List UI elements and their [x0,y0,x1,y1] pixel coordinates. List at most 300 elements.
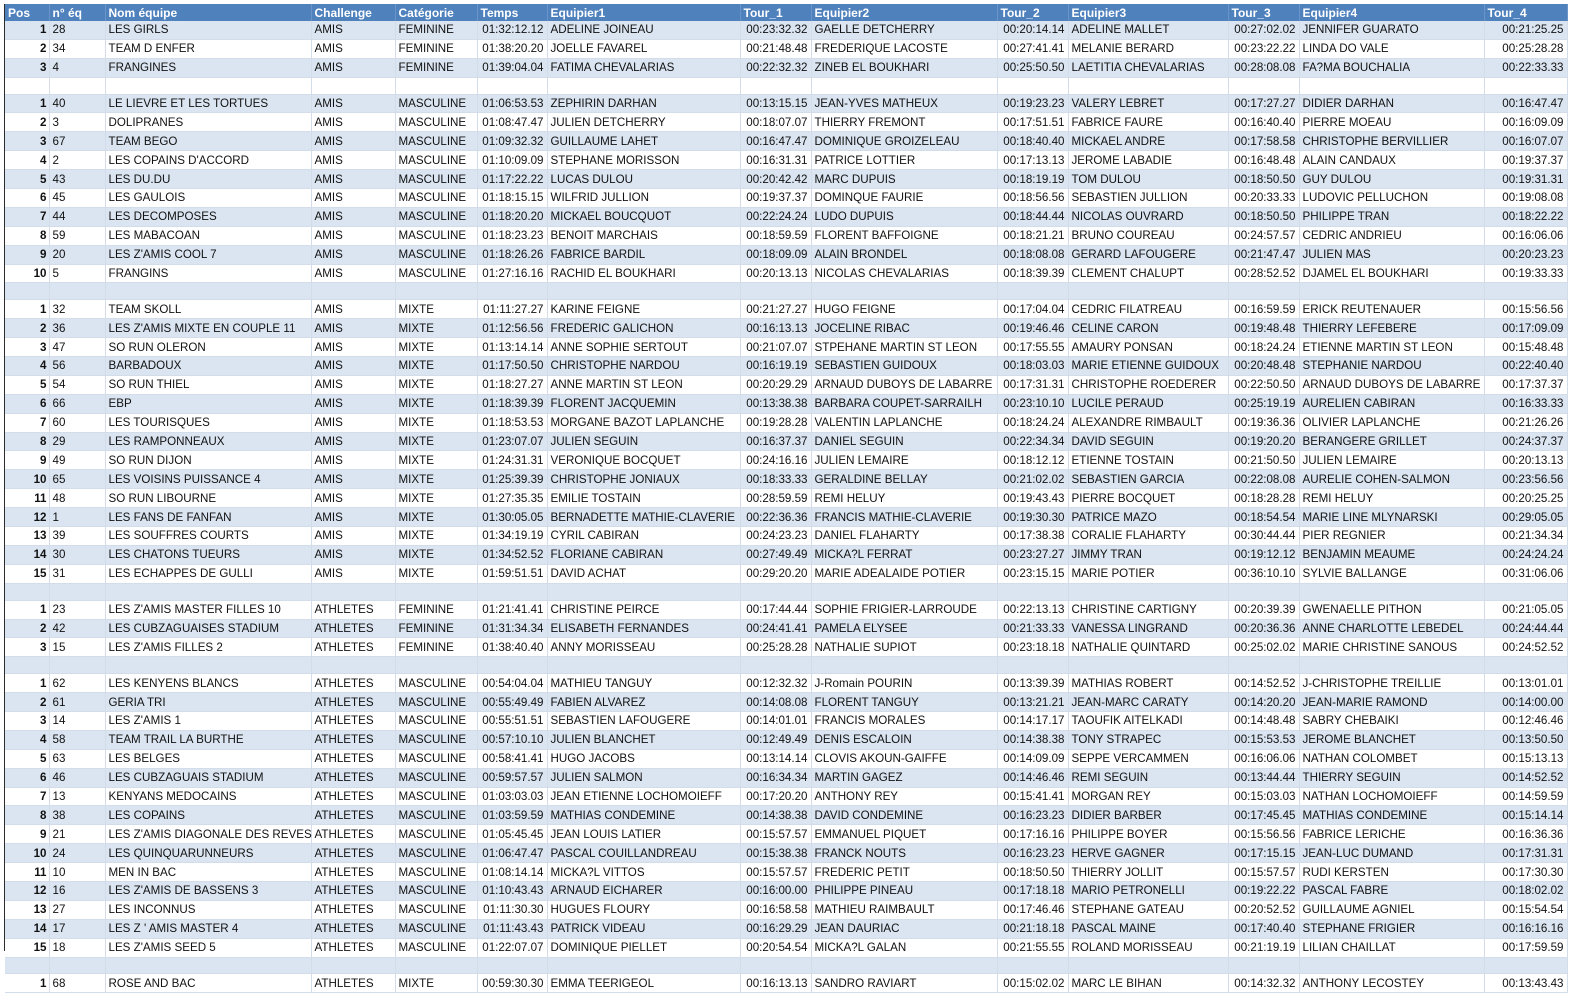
runner4-cell[interactable]: PHILIPPE TRAN [1299,207,1484,226]
runner1-cell[interactable]: SEBASTIEN LAFOUGERE [547,711,740,730]
lap2-cell[interactable]: 00:14:46.46 [997,768,1068,787]
empty-cell[interactable] [1068,77,1228,94]
runner1-cell[interactable]: FABRICE BARDIL [547,245,740,264]
lap3-cell[interactable]: 00:25:02.02 [1228,638,1299,657]
empty-cell[interactable] [49,657,105,674]
lap3-cell[interactable]: 00:21:19.19 [1228,938,1299,957]
empty-cell[interactable] [997,657,1068,674]
pos-cell[interactable]: 10 [5,264,49,283]
runner3-cell[interactable]: PIERRE BOCQUET [1068,489,1228,508]
team-number-cell[interactable]: 3 [49,113,105,132]
lap2-cell[interactable]: 00:18:21.21 [997,226,1068,245]
lap4-cell[interactable]: 00:13:01.01 [1484,674,1567,693]
pos-cell[interactable]: 1 [5,974,49,993]
challenge-cell[interactable]: AMIS [311,527,395,546]
runner1-cell[interactable]: ANNE SOPHIE SERTOUT [547,338,740,357]
runner3-cell[interactable]: CLEMENT CHALUPT [1068,264,1228,283]
runner3-cell[interactable]: FABRICE FAURE [1068,113,1228,132]
runner4-cell[interactable]: THIERRY SEGUIN [1299,768,1484,787]
team-number-cell[interactable]: 4 [49,58,105,77]
empty-cell[interactable] [5,583,49,600]
team-name-cell[interactable]: LES RAMPONNEAUX [105,432,311,451]
pos-cell[interactable]: 4 [5,151,49,170]
lap2-cell[interactable]: 00:18:24.24 [997,413,1068,432]
team-number-cell[interactable]: 18 [49,938,105,957]
runner4-cell[interactable]: JEAN-LUC DUMAND [1299,844,1484,863]
team-name-cell[interactable]: LES Z'AMIS DE BASSENS 3 [105,881,311,900]
challenge-cell[interactable]: ATHLETES [311,768,395,787]
runner1-cell[interactable]: KARINE FEIGNE [547,300,740,319]
challenge-cell[interactable]: ATHLETES [311,711,395,730]
category-cell[interactable]: MIXTE [395,319,477,338]
lap3-cell[interactable]: 00:16:59.59 [1228,300,1299,319]
runner2-cell[interactable]: FLORENT BAFFOIGNE [811,226,997,245]
pos-cell[interactable]: 11 [5,863,49,882]
lap4-cell[interactable]: 00:17:30.30 [1484,863,1567,882]
lap4-cell[interactable]: 00:24:52.52 [1484,638,1567,657]
team-name-cell[interactable]: LES DECOMPOSES [105,207,311,226]
team-number-cell[interactable]: 34 [49,39,105,58]
team-name-cell[interactable]: LES COPAINS [105,806,311,825]
pos-cell[interactable]: 1 [5,94,49,113]
team-name-cell[interactable]: LES FANS DE FANFAN [105,508,311,527]
lap2-cell[interactable]: 00:25:50.50 [997,58,1068,77]
lap1-cell[interactable]: 00:14:38.38 [740,806,811,825]
time-cell[interactable]: 01:08:47.47 [477,113,547,132]
runner3-cell[interactable]: SEPPE VERCAMMEN [1068,749,1228,768]
time-cell[interactable]: 01:34:52.52 [477,545,547,564]
runner1-cell[interactable]: ARNAUD EICHARER [547,881,740,900]
challenge-cell[interactable]: AMIS [311,94,395,113]
lap2-cell[interactable]: 00:23:10.10 [997,394,1068,413]
lap2-cell[interactable]: 00:23:18.18 [997,638,1068,657]
empty-cell[interactable] [1484,657,1567,674]
lap3-cell[interactable]: 00:15:03.03 [1228,787,1299,806]
time-cell[interactable]: 01:09:32.32 [477,132,547,151]
pos-cell[interactable]: 1 [5,21,49,39]
runner2-cell[interactable]: LUDO DUPUIS [811,207,997,226]
lap1-cell[interactable]: 00:23:32.32 [740,21,811,39]
runner3-cell[interactable]: ADELINE MALLET [1068,21,1228,39]
challenge-cell[interactable]: ATHLETES [311,919,395,938]
lap4-cell[interactable]: 00:20:13.13 [1484,451,1567,470]
lap3-cell[interactable]: 00:14:48.48 [1228,711,1299,730]
lap4-cell[interactable]: 00:20:23.23 [1484,245,1567,264]
runner1-cell[interactable]: DOMINIQUE PIELLET [547,938,740,957]
lap1-cell[interactable]: 00:13:14.14 [740,749,811,768]
lap3-cell[interactable]: 00:28:52.52 [1228,264,1299,283]
challenge-cell[interactable]: ATHLETES [311,619,395,638]
challenge-cell[interactable]: AMIS [311,451,395,470]
lap3-cell[interactable]: 00:14:52.52 [1228,674,1299,693]
runner4-cell[interactable]: MARIE CHRISTINE SANOUS [1299,638,1484,657]
team-number-cell[interactable]: 46 [49,768,105,787]
category-cell[interactable]: MIXTE [395,527,477,546]
runner1-cell[interactable]: FREDERIC GALICHON [547,319,740,338]
lap2-cell[interactable]: 00:14:17.17 [997,711,1068,730]
runner3-cell[interactable]: CHRISTOPHE ROEDERER [1068,375,1228,394]
pos-cell[interactable]: 6 [5,768,49,787]
lap1-cell[interactable]: 00:18:33.33 [740,470,811,489]
lap3-cell[interactable]: 00:23:22.22 [1228,39,1299,58]
lap2-cell[interactable]: 00:16:23.23 [997,844,1068,863]
team-name-cell[interactable]: SO RUN THIEL [105,375,311,394]
team-name-cell[interactable]: LES Z'AMIS FILLES 2 [105,638,311,657]
category-cell[interactable]: MIXTE [395,300,477,319]
empty-cell[interactable] [740,283,811,300]
empty-cell[interactable] [477,77,547,94]
time-cell[interactable]: 01:30:05.05 [477,508,547,527]
runner3-cell[interactable]: MARIE ETIENNE GUIDOUX [1068,357,1228,376]
pos-cell[interactable]: 10 [5,470,49,489]
time-cell[interactable]: 01:23:07.07 [477,432,547,451]
runner4-cell[interactable]: DJAMEL EL BOUKHARI [1299,264,1484,283]
time-cell[interactable]: 01:27:16.16 [477,264,547,283]
runner4-cell[interactable]: MATHIAS CONDEMINE [1299,806,1484,825]
lap2-cell[interactable]: 00:17:31.31 [997,375,1068,394]
challenge-cell[interactable]: AMIS [311,39,395,58]
empty-cell[interactable] [477,583,547,600]
challenge-cell[interactable]: AMIS [311,300,395,319]
empty-cell[interactable] [1228,77,1299,94]
runner4-cell[interactable]: RUDI KERSTEN [1299,863,1484,882]
runner1-cell[interactable]: EMMA TEERIGEOL [547,974,740,993]
empty-cell[interactable] [1068,283,1228,300]
empty-cell[interactable] [1299,657,1484,674]
empty-cell[interactable] [477,957,547,974]
lap1-cell[interactable]: 00:17:44.44 [740,600,811,619]
lap1-cell[interactable]: 00:14:08.08 [740,693,811,712]
runner1-cell[interactable]: ANNE MARTIN ST LEON [547,375,740,394]
lap4-cell[interactable]: 00:19:08.08 [1484,189,1567,208]
pos-cell[interactable]: 4 [5,730,49,749]
runner3-cell[interactable]: MARIE POTIER [1068,564,1228,583]
runner2-cell[interactable]: HUGO FEIGNE [811,300,997,319]
challenge-cell[interactable]: AMIS [311,413,395,432]
lap3-cell[interactable]: 00:15:56.56 [1228,825,1299,844]
team-number-cell[interactable]: 43 [49,170,105,189]
runner3-cell[interactable]: ALEXANDRE RIMBAULT [1068,413,1228,432]
runner4-cell[interactable]: ERICK REUTENAUER [1299,300,1484,319]
pos-cell[interactable]: 12 [5,881,49,900]
runner4-cell[interactable]: FA?MA BOUCHALIA [1299,58,1484,77]
team-number-cell[interactable]: 67 [49,132,105,151]
pos-cell[interactable]: 15 [5,564,49,583]
runner1-cell[interactable]: JEAN LOUIS LATIER [547,825,740,844]
lap4-cell[interactable]: 00:14:59.59 [1484,787,1567,806]
team-number-cell[interactable]: 42 [49,619,105,638]
empty-cell[interactable] [49,77,105,94]
team-number-cell[interactable]: 23 [49,600,105,619]
runner3-cell[interactable]: TOM DULOU [1068,170,1228,189]
runner3-cell[interactable]: GERARD LAFOUGERE [1068,245,1228,264]
lap3-cell[interactable]: 00:25:19.19 [1228,394,1299,413]
challenge-cell[interactable]: ATHLETES [311,674,395,693]
runner1-cell[interactable]: BERNADETTE MATHIE-CLAVERIE [547,508,740,527]
category-cell[interactable]: MIXTE [395,564,477,583]
lap2-cell[interactable]: 00:19:23.23 [997,94,1068,113]
team-number-cell[interactable]: 38 [49,806,105,825]
challenge-cell[interactable]: AMIS [311,132,395,151]
time-cell[interactable]: 01:11:30.30 [477,900,547,919]
runner2-cell[interactable]: REMI HELUY [811,489,997,508]
lap1-cell[interactable]: 00:25:28.28 [740,638,811,657]
empty-cell[interactable] [547,957,740,974]
team-name-cell[interactable]: LES TOURISQUES [105,413,311,432]
lap4-cell[interactable]: 00:31:06.06 [1484,564,1567,583]
lap4-cell[interactable]: 00:15:54.54 [1484,900,1567,919]
lap4-cell[interactable]: 00:19:31.31 [1484,170,1567,189]
lap1-cell[interactable]: 00:16:00.00 [740,881,811,900]
lap3-cell[interactable]: 00:13:44.44 [1228,768,1299,787]
category-cell[interactable]: FEMININE [395,638,477,657]
challenge-cell[interactable]: ATHLETES [311,900,395,919]
empty-cell[interactable] [1228,583,1299,600]
empty-cell[interactable] [997,957,1068,974]
category-cell[interactable]: MASCULINE [395,674,477,693]
team-number-cell[interactable]: 66 [49,394,105,413]
runner1-cell[interactable]: JOELLE FAVAREL [547,39,740,58]
empty-cell[interactable] [395,583,477,600]
lap4-cell[interactable]: 00:12:46.46 [1484,711,1567,730]
empty-cell[interactable] [1299,77,1484,94]
time-cell[interactable]: 01:03:59.59 [477,806,547,825]
runner3-cell[interactable]: PATRICE MAZO [1068,508,1228,527]
runner1-cell[interactable]: MICKAEL BOUCQUOT [547,207,740,226]
time-cell[interactable]: 01:18:27.27 [477,375,547,394]
challenge-cell[interactable]: ATHLETES [311,844,395,863]
pos-cell[interactable]: 9 [5,245,49,264]
empty-cell[interactable] [1068,657,1228,674]
time-cell[interactable]: 01:06:53.53 [477,94,547,113]
runner3-cell[interactable]: LAETITIA CHEVALARIAS [1068,58,1228,77]
runner2-cell[interactable]: MARTIN GAGEZ [811,768,997,787]
category-cell[interactable]: MASCULINE [395,151,477,170]
runner1-cell[interactable]: MATHIEU TANGUY [547,674,740,693]
lap1-cell[interactable]: 00:21:48.48 [740,39,811,58]
runner1-cell[interactable]: JULIEN DETCHERRY [547,113,740,132]
runner2-cell[interactable]: THIERRY FREMONT [811,113,997,132]
runner4-cell[interactable]: GUY DULOU [1299,170,1484,189]
runner3-cell[interactable]: SEBASTIEN GARCIA [1068,470,1228,489]
challenge-cell[interactable]: AMIS [311,319,395,338]
time-cell[interactable]: 01:27:35.35 [477,489,547,508]
team-name-cell[interactable]: GERIA TRI [105,693,311,712]
lap1-cell[interactable]: 00:22:24.24 [740,207,811,226]
time-cell[interactable]: 01:18:26.26 [477,245,547,264]
lap2-cell[interactable]: 00:22:34.34 [997,432,1068,451]
team-number-cell[interactable]: 30 [49,545,105,564]
lap3-cell[interactable]: 00:24:57.57 [1228,226,1299,245]
lap3-cell[interactable]: 00:15:57.57 [1228,863,1299,882]
col-header-lap2[interactable]: Tour_2 [997,4,1068,21]
lap1-cell[interactable]: 00:18:09.09 [740,245,811,264]
runner2-cell[interactable]: VALENTIN LAPLANCHE [811,413,997,432]
lap3-cell[interactable]: 00:16:48.48 [1228,151,1299,170]
runner1-cell[interactable]: FLORIANE CABIRAN [547,545,740,564]
category-cell[interactable]: MIXTE [395,375,477,394]
lap1-cell[interactable]: 00:13:15.15 [740,94,811,113]
category-cell[interactable]: MASCULINE [395,863,477,882]
team-number-cell[interactable]: 21 [49,825,105,844]
lap1-cell[interactable]: 00:16:31.31 [740,151,811,170]
category-cell[interactable]: MASCULINE [395,693,477,712]
runner3-cell[interactable]: MARIO PETRONELLI [1068,881,1228,900]
runner2-cell[interactable]: MARC DUPUIS [811,170,997,189]
category-cell[interactable]: MASCULINE [395,207,477,226]
lap2-cell[interactable]: 00:17:18.18 [997,881,1068,900]
team-number-cell[interactable]: 49 [49,451,105,470]
lap2-cell[interactable]: 00:21:55.55 [997,938,1068,957]
lap2-cell[interactable]: 00:15:02.02 [997,974,1068,993]
runner4-cell[interactable]: STEPHANIE NARDOU [1299,357,1484,376]
challenge-cell[interactable]: AMIS [311,113,395,132]
col-header-lap3[interactable]: Tour_3 [1228,4,1299,21]
empty-cell[interactable] [547,77,740,94]
lap1-cell[interactable]: 00:27:49.49 [740,545,811,564]
runner4-cell[interactable]: PIER REGNIER [1299,527,1484,546]
team-name-cell[interactable]: LES Z'AMIS MASTER FILLES 10 [105,600,311,619]
empty-cell[interactable] [395,957,477,974]
challenge-cell[interactable]: ATHLETES [311,825,395,844]
lap4-cell[interactable]: 00:21:34.34 [1484,527,1567,546]
challenge-cell[interactable]: AMIS [311,21,395,39]
lap2-cell[interactable]: 00:15:41.41 [997,787,1068,806]
team-name-cell[interactable]: LES CUBZAGUAISES STADIUM [105,619,311,638]
runner3-cell[interactable]: NATHALIE QUINTARD [1068,638,1228,657]
time-cell[interactable]: 00:54:04.04 [477,674,547,693]
category-cell[interactable]: MASCULINE [395,749,477,768]
lap3-cell[interactable]: 00:19:22.22 [1228,881,1299,900]
col-header-runner1[interactable]: Equipier1 [547,4,740,21]
runner2-cell[interactable]: FLORENT TANGUY [811,693,997,712]
col-header-lap1[interactable]: Tour_1 [740,4,811,21]
lap2-cell[interactable]: 00:18:40.40 [997,132,1068,151]
team-number-cell[interactable]: 62 [49,674,105,693]
runner1-cell[interactable]: JULIEN SALMON [547,768,740,787]
pos-cell[interactable]: 11 [5,489,49,508]
time-cell[interactable]: 01:39:04.04 [477,58,547,77]
lap1-cell[interactable]: 00:18:07.07 [740,113,811,132]
lap3-cell[interactable]: 00:20:33.33 [1228,189,1299,208]
lap1-cell[interactable]: 00:20:13.13 [740,264,811,283]
runner4-cell[interactable]: STEPHANE FRIGIER [1299,919,1484,938]
runner1-cell[interactable]: JULIEN BLANCHET [547,730,740,749]
pos-cell[interactable]: 8 [5,806,49,825]
lap2-cell[interactable]: 00:21:02.02 [997,470,1068,489]
team-number-cell[interactable]: 65 [49,470,105,489]
time-cell[interactable]: 01:11:43.43 [477,919,547,938]
time-cell[interactable]: 01:38:40.40 [477,638,547,657]
challenge-cell[interactable]: ATHLETES [311,806,395,825]
pos-cell[interactable]: 7 [5,787,49,806]
team-name-cell[interactable]: LES COPAINS D'ACCORD [105,151,311,170]
runner2-cell[interactable]: MARIE ADEALAIDE POTIER [811,564,997,583]
category-cell[interactable]: MIXTE [395,489,477,508]
time-cell[interactable]: 01:17:50.50 [477,357,547,376]
col-header-pos[interactable]: Pos [5,4,49,21]
lap1-cell[interactable]: 00:15:57.57 [740,825,811,844]
lap4-cell[interactable]: 00:15:48.48 [1484,338,1567,357]
team-number-cell[interactable]: 28 [49,21,105,39]
lap4-cell[interactable]: 00:16:47.47 [1484,94,1567,113]
lap2-cell[interactable]: 00:17:16.16 [997,825,1068,844]
empty-cell[interactable] [1228,957,1299,974]
empty-cell[interactable] [1299,583,1484,600]
lap2-cell[interactable]: 00:17:46.46 [997,900,1068,919]
lap2-cell[interactable]: 00:14:09.09 [997,749,1068,768]
runner4-cell[interactable]: SABRY CHEBAIKI [1299,711,1484,730]
runner1-cell[interactable]: MORGANE BAZOT LAPLANCHE [547,413,740,432]
runner3-cell[interactable]: CEDRIC FILATREAU [1068,300,1228,319]
lap4-cell[interactable]: 00:16:16.16 [1484,919,1567,938]
time-cell[interactable]: 01:12:56.56 [477,319,547,338]
runner3-cell[interactable]: ROLAND MORISSEAU [1068,938,1228,957]
runner2-cell[interactable]: PHILIPPE PINEAU [811,881,997,900]
runner1-cell[interactable]: FLORENT JACQUEMIN [547,394,740,413]
runner4-cell[interactable]: ETIENNE MARTIN ST LEON [1299,338,1484,357]
runner1-cell[interactable]: DAVID ACHAT [547,564,740,583]
runner4-cell[interactable]: THIERRY LEFEBERE [1299,319,1484,338]
runner1-cell[interactable]: STEPHANE MORISSON [547,151,740,170]
category-cell[interactable]: MASCULINE [395,170,477,189]
team-name-cell[interactable]: LES MABACOAN [105,226,311,245]
lap1-cell[interactable]: 00:28:59.59 [740,489,811,508]
runner2-cell[interactable]: MICKA?L GALAN [811,938,997,957]
lap4-cell[interactable]: 00:16:06.06 [1484,226,1567,245]
lap3-cell[interactable]: 00:28:08.08 [1228,58,1299,77]
lap3-cell[interactable]: 00:18:50.50 [1228,170,1299,189]
col-header-team-name[interactable]: Nom équipe [105,4,311,21]
col-header-challenge[interactable]: Challenge [311,4,395,21]
runner1-cell[interactable]: CHRISTOPHE NARDOU [547,357,740,376]
runner4-cell[interactable]: MARIE LINE MLYNARSKI [1299,508,1484,527]
col-header-category[interactable]: Catégorie [395,4,477,21]
team-number-cell[interactable]: 44 [49,207,105,226]
runner4-cell[interactable]: CHRISTOPHE BERVILLIER [1299,132,1484,151]
challenge-cell[interactable]: ATHLETES [311,730,395,749]
empty-cell[interactable] [105,657,311,674]
team-name-cell[interactable]: EBP [105,394,311,413]
runner3-cell[interactable]: CELINE CARON [1068,319,1228,338]
runner2-cell[interactable]: JEAN DAURIAC [811,919,997,938]
lap3-cell[interactable]: 00:14:32.32 [1228,974,1299,993]
runner3-cell[interactable]: STEPHANE GATEAU [1068,900,1228,919]
team-number-cell[interactable]: 58 [49,730,105,749]
challenge-cell[interactable]: AMIS [311,151,395,170]
runner3-cell[interactable]: BRUNO COUREAU [1068,226,1228,245]
time-cell[interactable]: 01:08:14.14 [477,863,547,882]
col-header-team-number[interactable]: n° éq [49,4,105,21]
challenge-cell[interactable]: AMIS [311,226,395,245]
lap1-cell[interactable]: 00:16:34.34 [740,768,811,787]
pos-cell[interactable]: 2 [5,619,49,638]
runner1-cell[interactable]: ADELINE JOINEAU [547,21,740,39]
lap4-cell[interactable]: 00:13:50.50 [1484,730,1567,749]
team-number-cell[interactable]: 5 [49,264,105,283]
runner1-cell[interactable]: HUGO JACOBS [547,749,740,768]
runner2-cell[interactable]: GERALDINE BELLAY [811,470,997,489]
empty-cell[interactable] [811,283,997,300]
empty-cell[interactable] [311,77,395,94]
runner1-cell[interactable]: LUCAS DULOU [547,170,740,189]
runner3-cell[interactable]: TAOUFIK AITELKADI [1068,711,1228,730]
runner4-cell[interactable]: NATHAN COLOMBET [1299,749,1484,768]
lap2-cell[interactable]: 00:23:15.15 [997,564,1068,583]
challenge-cell[interactable]: AMIS [311,375,395,394]
runner2-cell[interactable]: DENIS ESCALOIN [811,730,997,749]
runner4-cell[interactable]: JULIEN LEMAIRE [1299,451,1484,470]
